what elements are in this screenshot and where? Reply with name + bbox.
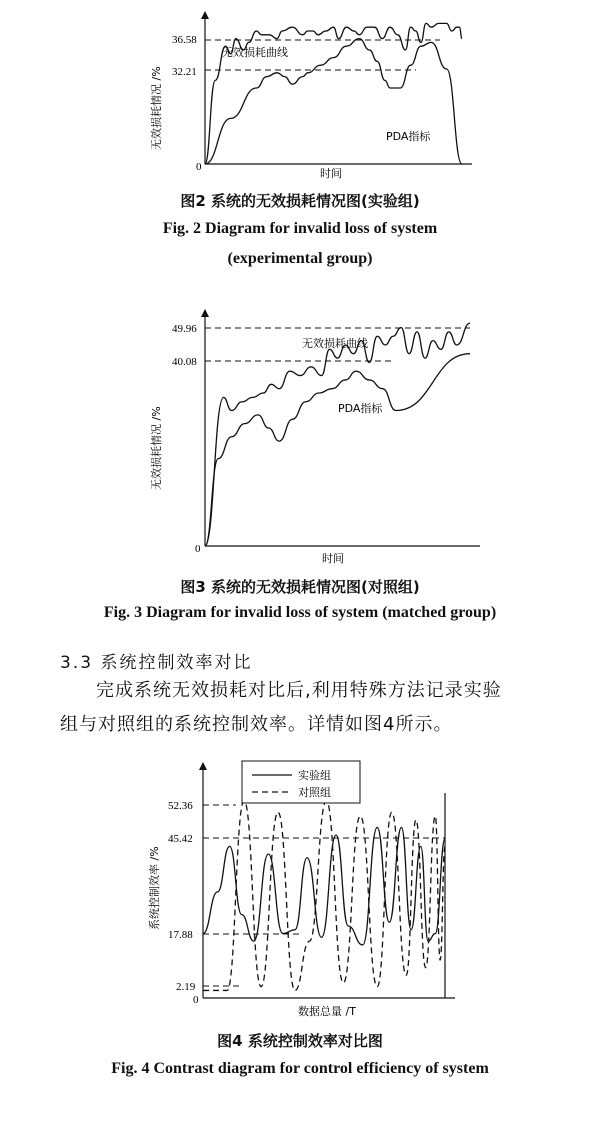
fig3-series-label-2: PDA指标 <box>338 402 383 415</box>
fig2-y-tick-36.58: 36.58 <box>172 34 197 46</box>
fig2-series-label-2: PDA指标 <box>386 130 431 143</box>
fig4-y-tick-17.88: 17.88 <box>168 929 193 941</box>
fig2-y-axis-arrow <box>201 11 209 19</box>
fig4-legend-label-1: 实验组 <box>298 769 331 782</box>
paragraph-line-2: 组与对照组的系统控制效率。详情如图4所示。 <box>60 714 453 735</box>
fig4-ylabel: 系统控制效率 /% <box>148 846 161 930</box>
fig3-y-axis-arrow <box>201 309 209 317</box>
fig3-y-tick-0: 0 <box>195 543 201 555</box>
fig3-xlabel: 时间 <box>322 552 344 565</box>
fig3-y-tick-40.08: 40.08 <box>172 356 197 368</box>
fig4-chart <box>0 755 600 1020</box>
fig3-series-label-1: 无效损耗曲线 <box>302 337 368 350</box>
fig3-chart <box>0 300 600 570</box>
fig2-xlabel: 时间 <box>320 167 342 180</box>
fig4-xlabel: 数据总量 /T <box>298 1005 356 1018</box>
fig3-caption-en: Fig. 3 Diagram for invalid loss of system (matched group) <box>103 604 497 621</box>
fig4-y-axis-arrow <box>199 762 207 770</box>
fig3-series-2-line <box>205 354 470 546</box>
fig4-y-tick-2.19: 2.19 <box>176 981 196 993</box>
fig2-y-tick-32.21: 32.21 <box>172 66 197 78</box>
fig3-ylabel: 无效损耗情况 /% <box>150 406 163 490</box>
fig4-legend-label-2: 对照组 <box>298 786 331 799</box>
fig2-caption-en-2: (experimental group) <box>227 250 373 267</box>
fig4-caption-zh: 图4 系统控制效率对比图 <box>217 1032 383 1050</box>
fig4-y-tick-52.36: 52.36 <box>168 800 193 812</box>
fig4-series-2-line <box>203 801 445 991</box>
fig3-caption-zh: 图3 系统的无效损耗情况图(对照组) <box>180 578 420 596</box>
fig2-caption-en-1: Fig. 2 Diagram for invalid loss of system <box>162 220 438 237</box>
fig3-y-tick-49.96: 49.96 <box>172 323 197 335</box>
fig2-chart <box>0 0 600 185</box>
paragraph-line-1: 完成系统无效损耗对比后,利用特殊方法记录实验 <box>96 680 502 701</box>
fig4-series-1-line <box>203 827 445 945</box>
fig3-series-1-line <box>205 323 470 546</box>
fig4-y-tick-0: 0 <box>193 994 199 1006</box>
section-heading: 3.3 系统控制效率对比 <box>60 653 253 673</box>
fig2-series-label-1: 无效损耗曲线 <box>222 46 288 59</box>
fig2-caption-zh: 图2 系统的无效损耗情况图(实验组) <box>180 192 420 210</box>
fig2-ylabel: 无效损耗情况 /% <box>150 66 163 150</box>
fig4-caption-en: Fig. 4 Contrast diagram for control efficiency of system <box>111 1060 489 1077</box>
fig4-y-tick-45.42: 45.42 <box>168 833 193 845</box>
fig2-y-tick-0: 0 <box>196 161 202 173</box>
